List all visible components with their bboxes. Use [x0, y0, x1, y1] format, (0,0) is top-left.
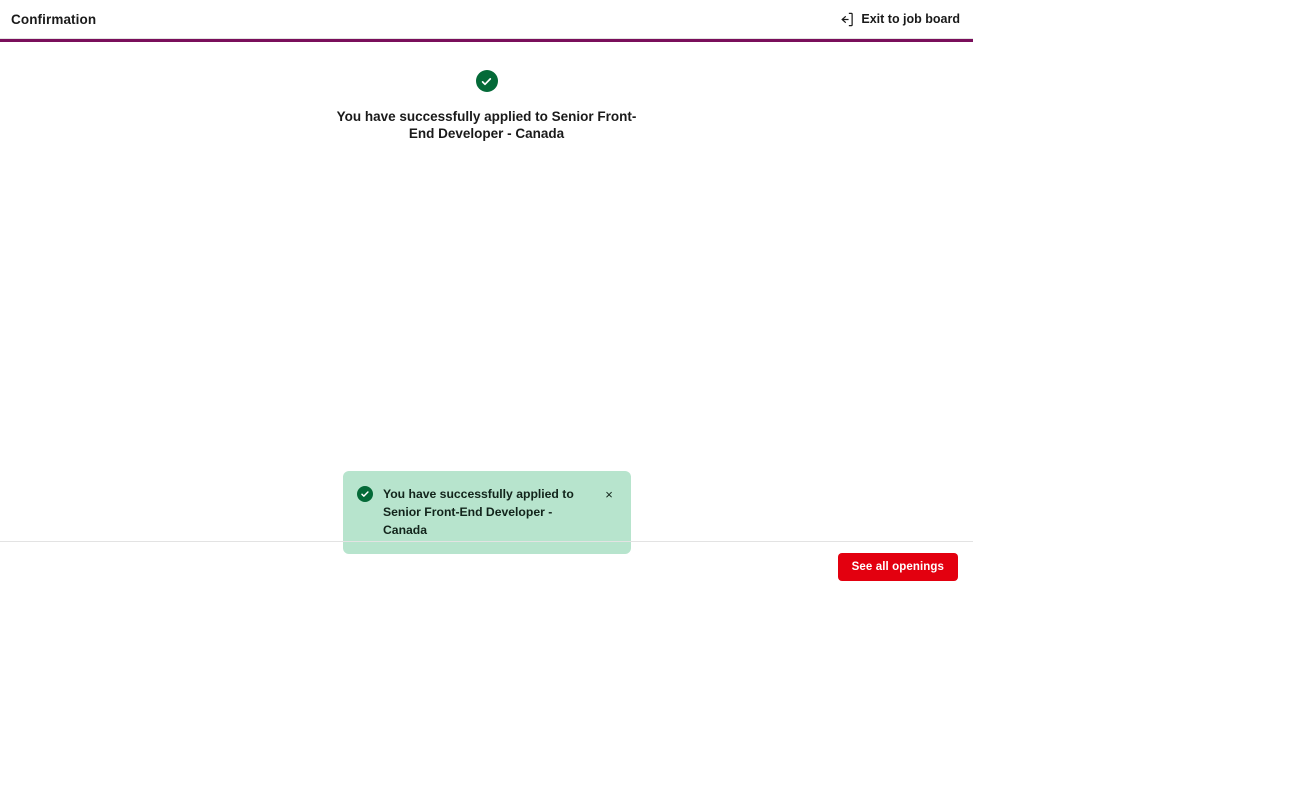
toast-message: You have successfully applied to Senior Front-End Developer - Canada	[383, 487, 574, 537]
page-footer	[0, 541, 973, 603]
confirmation-section	[0, 70, 973, 142]
page-title: Confirmation	[11, 11, 97, 27]
see-all-openings-button[interactable]: See all openings	[838, 553, 958, 581]
brand-accent-bar	[0, 39, 973, 42]
page-header	[0, 0, 973, 39]
check-circle-icon	[476, 70, 498, 92]
exit-to-job-board-label: Exit to job board	[861, 12, 960, 26]
exit-to-job-board-link[interactable]	[839, 12, 964, 27]
check-circle-icon	[357, 486, 373, 502]
close-icon[interactable]: ×	[601, 486, 617, 502]
exit-arrow-icon	[839, 12, 854, 27]
confirmation-heading: You have successfully applied to Senior Front-End Developer - Canada	[336, 109, 637, 141]
